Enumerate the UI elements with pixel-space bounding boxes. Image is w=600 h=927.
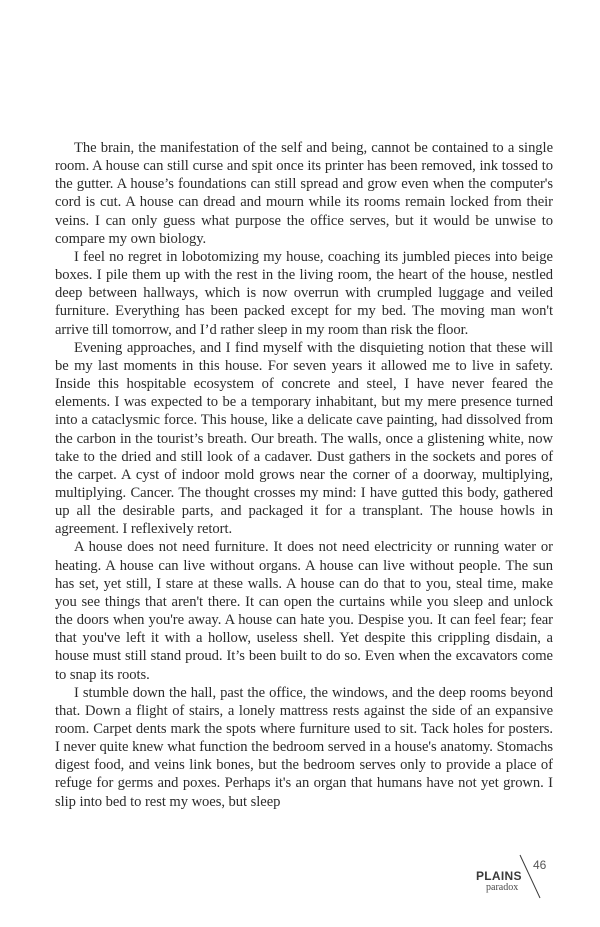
paragraph: Evening approaches, and I find myself with the disquieting notion that these will be my last moments in this house. For seven years it allowed me to live in safety. Inside this hospitable ecosystem of concrete and steel, I have never feared the elements. I was expected to be a temporary inhabitant, but my mere presence turned into a cataclysmic force. This house, like a delicate cave painting, had dissolved from the carbon in the tourist’s breath. Our breath. The walls, once a glistening white, now take to the dried and still look of a cadaver. Dust gathers in the sockets and pores of the carpet. A cyst of indoor mold grows near the corner of a doorway, multiplying, multiplying. Cancer. The thought crosses my mind: I have gutted this body, gathered up all the desirable parts, and packaged it for a transplant. The house howls in agreement. I reflexively retort.: [55, 339, 553, 538]
footer-logo: [470, 852, 560, 902]
logo-subtitle: paradox: [486, 882, 519, 893]
logo-wordmark: PLAINS: [476, 869, 522, 883]
paragraph: I feel no regret in lobotomizing my house, coaching its jumbled pieces into beige boxes. I pile them up with the rest in the living room, the heart of the house, nestled deep between hallways, which is now overrun with crumpled luggage and veiled furniture. Everything has been packed except for my bed. The moving man won't arrive till tomorrow, and I’d rather sleep in my room than risk the floor.: [55, 248, 553, 338]
body-text: [55, 139, 553, 811]
page-number: 46: [533, 858, 547, 872]
paragraph: A house does not need furniture. It does not need electricity or running water or heating. A house can live without organs. A house can live without people. The sun has set, yet still, I stare at these walls. A house can do that to you, steal time, make you see things that aren't there. It can open the curtains while you sleep and unlock the doors when you're away. A house can hate you. Despise you. It can feel fear; fear that you've left it with a hollow, useless shell. Yet despite this crippling disdain, a house must still stand proud. It’s been built to do so. Even when the excavators come to snap its roots.: [55, 539, 553, 683]
paragraph: The brain, the manifestation of the self and being, cannot be contained to a single room. A house can still curse and spit once its printer has been removed, ink tossed to the gutter. A house’s foundations can still spread and grow even when the computer's cord is cut. A house can dread and mourn while its rooms remain locked from their veins. I can only guess what purpose the office serves, but it would be unwise to compare my own biology.: [55, 140, 553, 247]
paragraph: I stumble down the hall, past the office, the windows, and the deep rooms beyond that. Down a flight of stairs, a lonely mattress rests against the side of an expansive room. Carpet dents mark the spots where furniture used to sit. Tack holes for posters. I never quite knew what function the bedroom served in a house's anatomy. Stomachs digest food, and veins link bones, but the bedroom serves only to provide a place of refuge for germs and poxes. Perhaps it's an organ that humans have not yet grown. I slip into bed to rest my woes, but sleep: [55, 684, 553, 810]
